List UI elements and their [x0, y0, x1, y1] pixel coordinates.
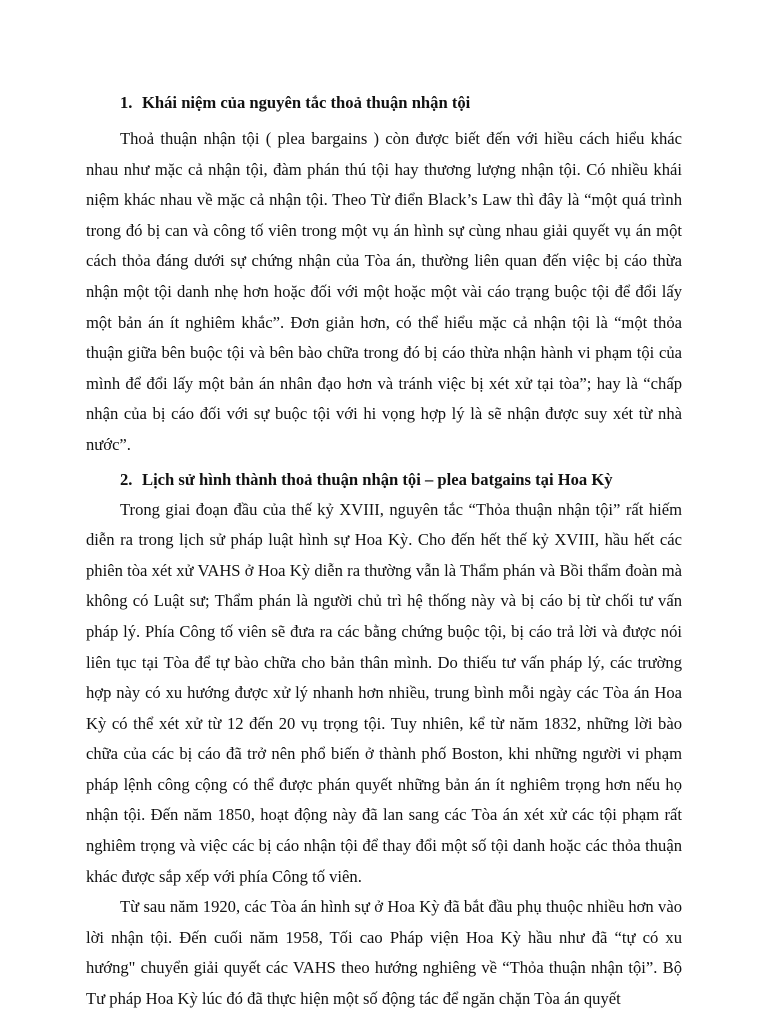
section-2-title: Lịch sử hình thành thoả thuận nhận tội – plea batgains tại Hoa Kỳ — [142, 469, 613, 489]
section-1-paragraph-1: Thoả thuận nhận tội ( plea bargains ) còn được biết đến với hiều cách hiểu khác nhau như mặc cả nhận tội, đàm phán thú tội hay thương lượng nhận tội. Có nhiều khái niệm khác nhau về mặc cả nhận tội. Theo Từ điển Black’s Law thì đây là “một quá trình trong đó bị can và công tố viên trong một vụ án hình sự cùng nhau giải quyết vụ án một cách thỏa đáng dưới sự chứng nhận của Tòa án, thường liên quan đến việc bị cáo thừa nhận một tội danh nhẹ hơn hoặc đối với một hoặc một vài cáo trạng buộc tội để đổi lấy một bản án ít nghiêm khắc”. Đơn giản hơn, có thể hiểu mặc cả nhận tội là “một thỏa thuận giữa bên buộc tội và bên bào chữa trong đó bị cáo thừa nhận hành vi phạm tội của mình để đổi lấy một bản án nhân đạo hơn và tránh việc bị xét xử tại tòa”; hay là “chấp nhận của bị cáo đối với sự buộc tội với hi vọng hợp lý là sẽ nhận được suy xét từ nhà nước”. — [86, 129, 682, 454]
section-2-number: 2. — [120, 469, 133, 489]
section-2-paragraph-2: Từ sau năm 1920, các Tòa án hình sự ở Hoa Kỳ đã bắt đầu phụ thuộc nhiều hơn vào lời nhận tội. Đến cuối năm 1958, Tối cao Pháp viện Hoa Kỳ hầu như đã “tự có xu hướng" chuyển giải quyết các VAHS theo hướng nghiêng về “Thỏa thuận nhận tội”. Bộ Tư pháp Hoa Kỳ lúc đó đã thực hiện một số động tác để ngăn chặn Tòa án quyết — [86, 897, 682, 1009]
section-2-heading — [86, 465, 682, 495]
section-1-heading — [86, 88, 682, 118]
section-1-number: 1. — [120, 93, 133, 112]
section-1-title: Khái niệm của nguyên tắc thoả thuận nhận tội — [142, 93, 471, 112]
section-2-paragraph-1: Trong giai đoạn đầu của thế kỷ XVIII, nguyên tắc “Thỏa thuận nhận tội” rất hiếm diễn ra trong lịch sử pháp luật hình sự Hoa Kỳ. Cho đến hết thế kỷ XVIII, hầu hết các phiên tòa xét xử VAHS ở Hoa Kỳ diễn ra thường vẫn là Thẩm phán và Bồi thẩm đoàn mà không có Luật sư; Thẩm phán là người chủ trì hệ thống này và bị cáo bị từ chối tư vấn pháp lý. Phía Công tố viên sẽ đưa ra các bằng chứng buộc tội, bị cáo trả lời và được nói liên tục tại Tòa để tự bào chữa cho bản thân mình. Do thiếu tư vấn pháp lý, các trường hợp này có xu hướng được xử lý nhanh hơn nhiều, trung bình mỗi ngày các Tòa án Hoa Kỳ có thể xét xử từ 12 đến 20 vụ trọng tội. Tuy nhiên, kể từ năm 1832, những lời bào chữa của các bị cáo đã trở nên phổ biến ở thành phố Boston, khi những người vi phạm pháp lệnh công cộng có thể được phán quyết những bản án ít nghiêm trọng hơn nếu họ nhận tội. Đến năm 1850, hoạt động này đã lan sang các Tòa án xét xử các tội phạm rất nghiêm trọng và việc các bị cáo nhận tội để thay đổi một số tội danh hoặc các thỏa thuận khác được sắp xếp với phía Công tố viên. — [86, 499, 682, 886]
